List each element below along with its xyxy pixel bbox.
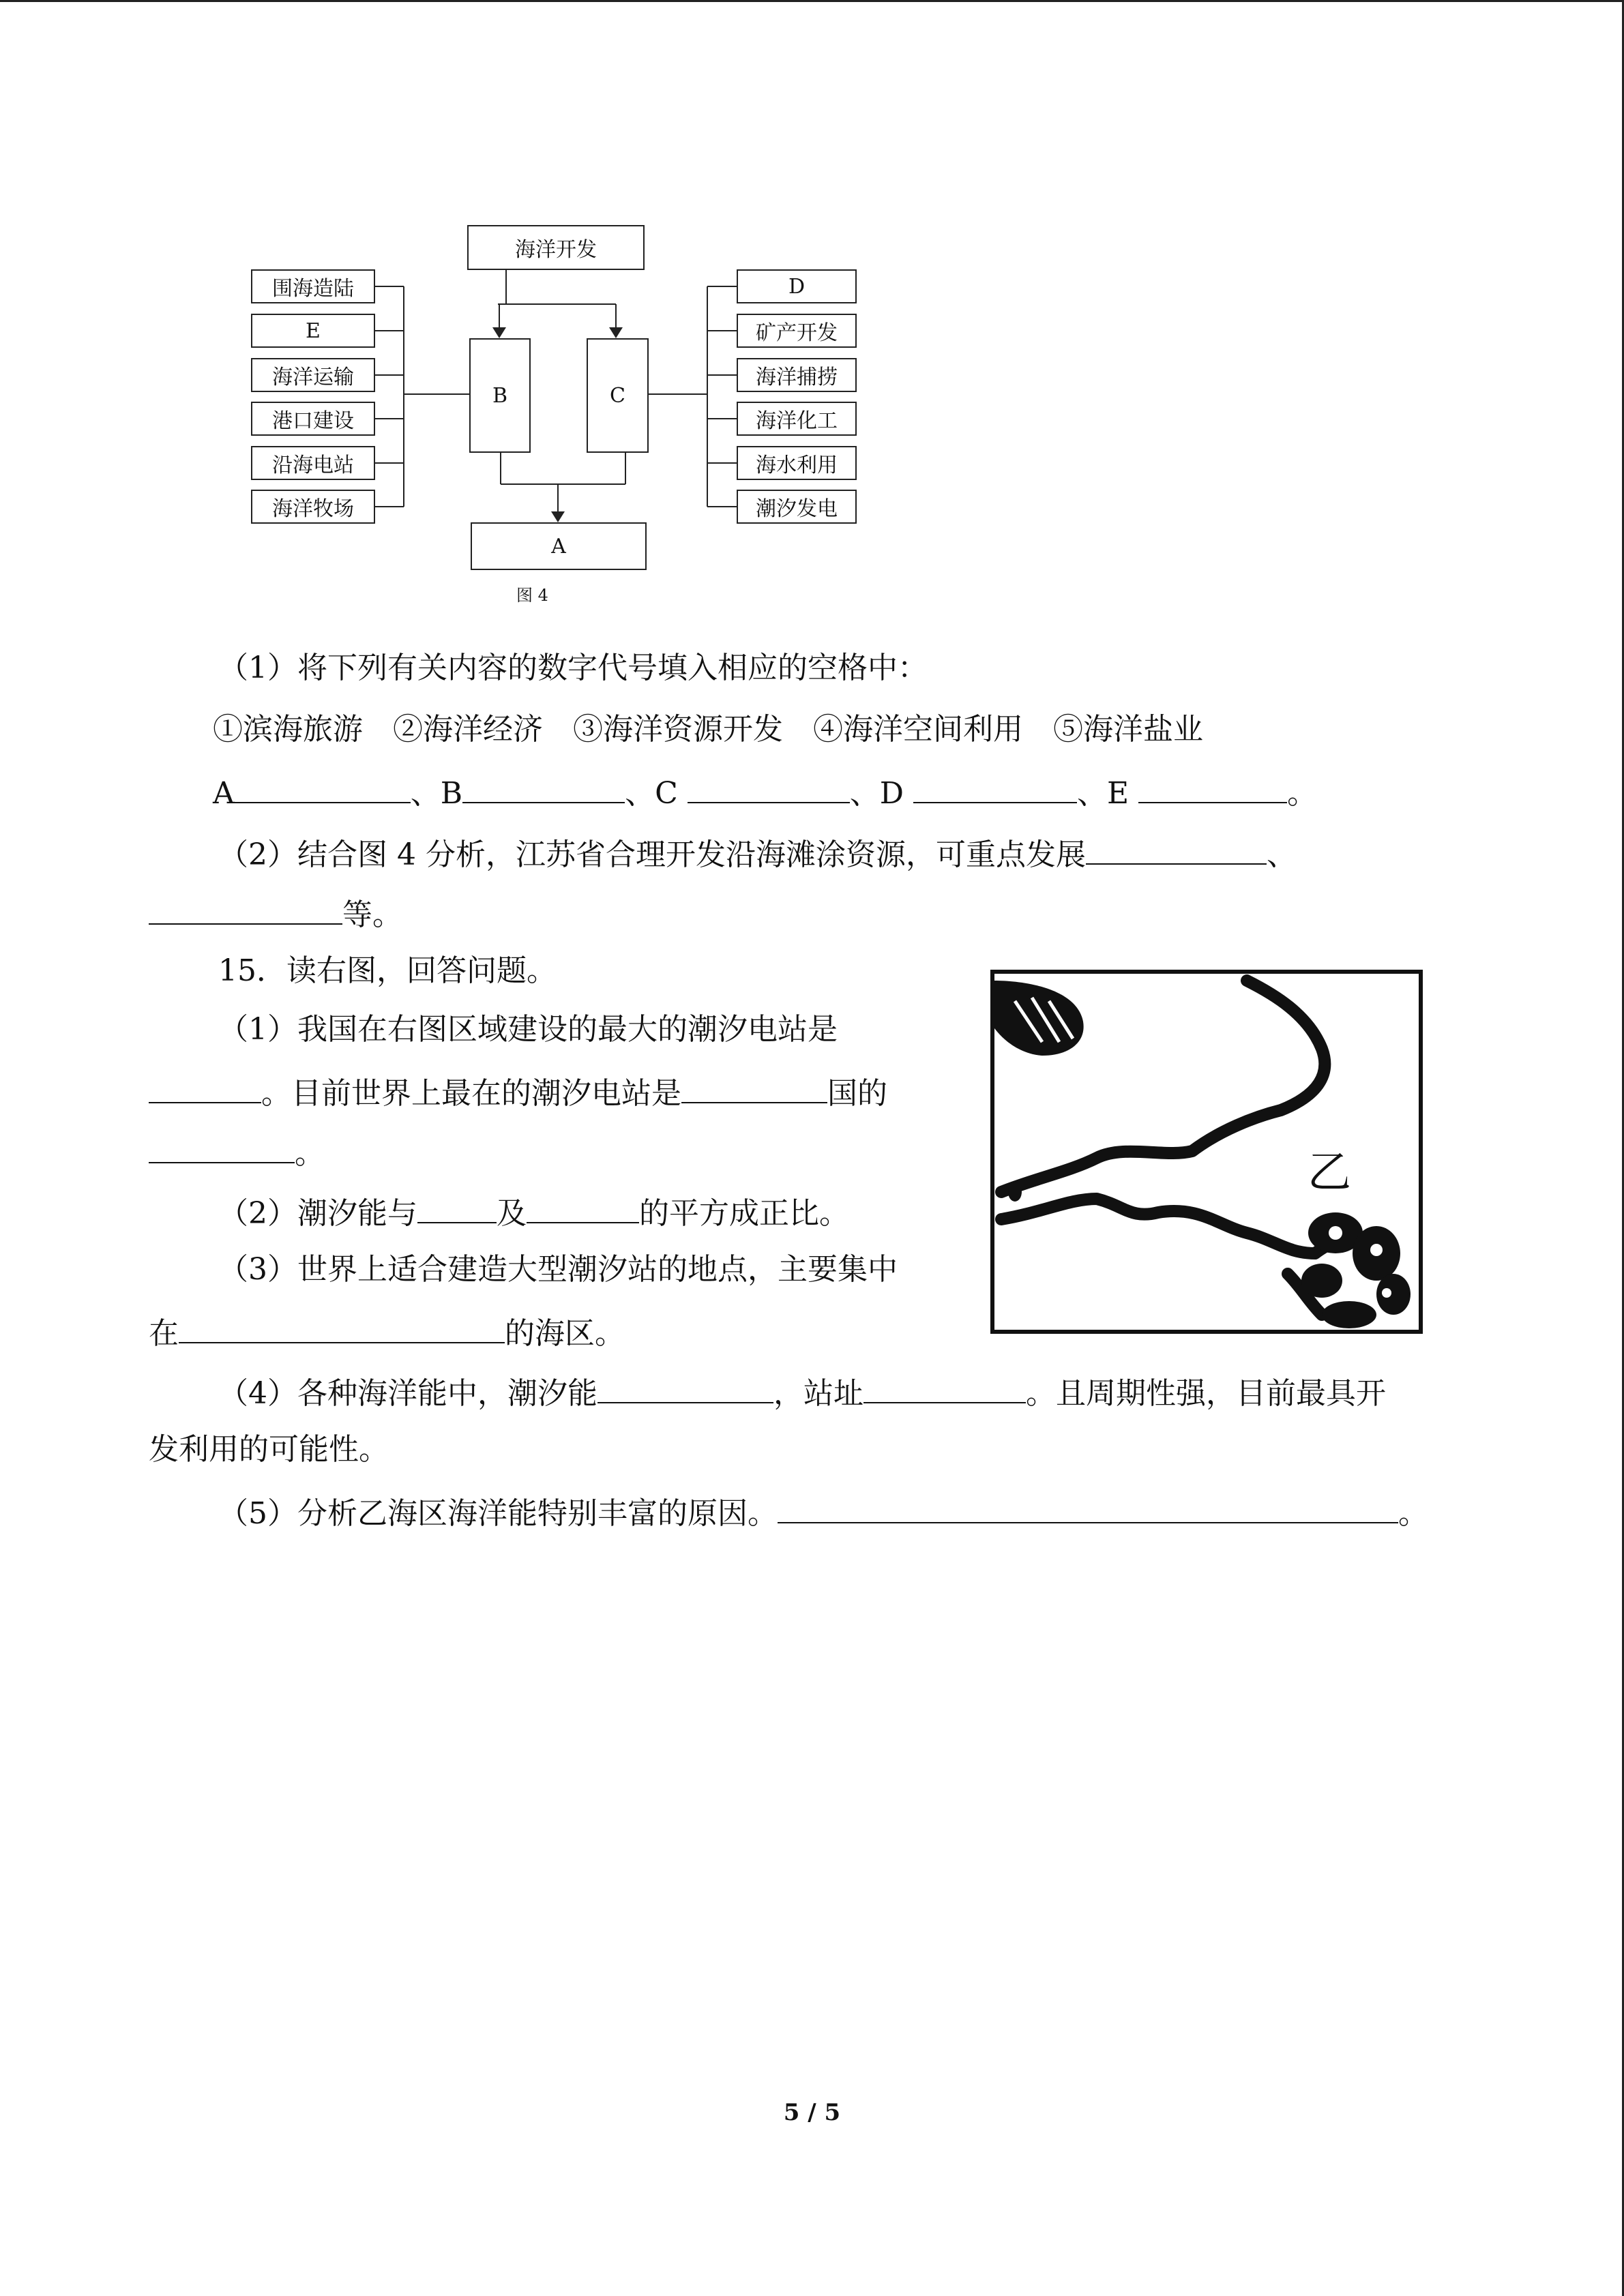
q15-part1: （1）我国在右图区域建设的最大的潮汐电站是 [218,1012,838,1047]
diagram-right-item: 矿产开发 [737,314,857,348]
q15-part3-text-b: 在 [149,1316,179,1351]
answer-blank-q15-1b[interactable] [681,1069,827,1103]
q14-part2 [0,831,1624,876]
q15-part4-text-c: 。且周期性强，目前最具开 [1026,1376,1386,1411]
answer-blank-q15-2a[interactable] [417,1189,497,1223]
blank-label-c: 、C [625,776,688,811]
coastal-map [990,970,1423,1334]
q15-part3: （3）世界上适合建造大型潮汐站的地点，主要集中 [218,1252,898,1287]
blank-label-a: A [213,776,235,811]
q15-part1-text-c: 国的 [827,1076,887,1111]
q15-part1-text-b: 。目前世界上最在的潮汐电站是 [261,1076,681,1111]
q15-part1-text-d: 。 [295,1136,325,1171]
diagram-left-item: 海洋运输 [251,358,375,392]
q15-title: 15．读右图，回答问题。 [218,953,557,988]
answer-blank-b[interactable] [462,769,625,803]
blank-label-d: 、D [849,776,914,811]
diagram-left-item: 海洋牧场 [251,490,375,524]
diagram-top-box: 海洋开发 [467,225,645,270]
q15-part2-text-b: 及 [497,1196,527,1231]
q14-part2-sep: 、 [1266,837,1297,872]
coastline-drawing [994,974,1419,1330]
q14-part2-end: 等。 [342,897,402,932]
blank-end-punct: 。 [1287,776,1318,811]
diagram-box-b: B [469,338,531,453]
map-region-label: 乙 [1308,1148,1351,1198]
answer-blank-q15-1a[interactable] [149,1069,261,1103]
q15-part5 [0,1489,1624,1534]
q15-part5-text-b: 。 [1398,1496,1428,1531]
diagram-caption: 图 4 [516,586,548,605]
q14-part1-instruction: （1）将下列有关内容的数字代号填入相应的空格中： [218,651,928,685]
q15-part4-text-a: （4）各种海洋能中，潮汐能 [218,1376,597,1411]
diagram-box-c: C [587,338,649,453]
q15-part4 [0,1369,1624,1414]
q14-part2-cont [0,891,1624,936]
q15-part5-text-a: （5）分析乙海区海洋能特别丰富的原因。 [218,1496,778,1531]
answer-blank-q14-2a[interactable] [1086,831,1267,865]
diagram-box-a: A [471,522,647,570]
answer-blank-q15-1c[interactable] [149,1129,295,1163]
answer-blank-q15-3[interactable] [179,1309,505,1343]
diagram-right-item: 潮汐发电 [737,490,857,524]
blank-label-e: 、E [1077,776,1139,811]
q14-options: ①滨海旅游 ②海洋经济 ③海洋资源开发 ④海洋空间利用 ⑤海洋盐业 [213,712,1203,747]
blank-label-b: 、B [410,776,463,811]
q15-part2-text-a: （2）潮汐能与 [218,1196,417,1231]
diagram-right-item: 海洋化工 [737,402,857,436]
diagram-right-item: 海水利用 [737,446,857,480]
diagram-left-item: 港口建设 [251,402,375,436]
q14-blanks-row [0,769,1624,814]
q15-part4-cont: 发利用的可能性。 [149,1432,389,1467]
diagram-right-item: D [737,269,857,303]
q15-part4-text-b: ，站址 [773,1376,863,1411]
answer-blank-q15-4a[interactable] [597,1369,773,1403]
answer-blank-q15-4b[interactable] [863,1369,1026,1403]
answer-blank-d[interactable] [913,769,1077,803]
answer-blank-a[interactable] [235,769,411,803]
diagram-left-item: 沿海电站 [251,446,375,480]
page-number: 5 / 5 [783,2099,841,2126]
answer-blank-q15-2b[interactable] [527,1189,639,1223]
answer-blank-e[interactable] [1138,769,1287,803]
diagram-left-item: E [251,314,375,348]
answer-blank-q14-2b[interactable] [149,891,342,925]
diagram-left-item: 围海造陆 [251,269,375,303]
q15-part2-text-c: 的平方成正比。 [639,1196,849,1231]
q14-part2-text: （2）结合图 4 分析，江苏省合理开发沿海滩涂资源，可重点发展 [218,837,1086,872]
ocean-development-diagram [232,211,900,614]
answer-blank-q15-5[interactable] [778,1489,1398,1523]
answer-blank-c[interactable] [688,769,850,803]
page-border-top [0,0,1624,2]
diagram-right-item: 海洋捕捞 [737,358,857,392]
q15-part3-text-c: 的海区。 [505,1316,625,1351]
